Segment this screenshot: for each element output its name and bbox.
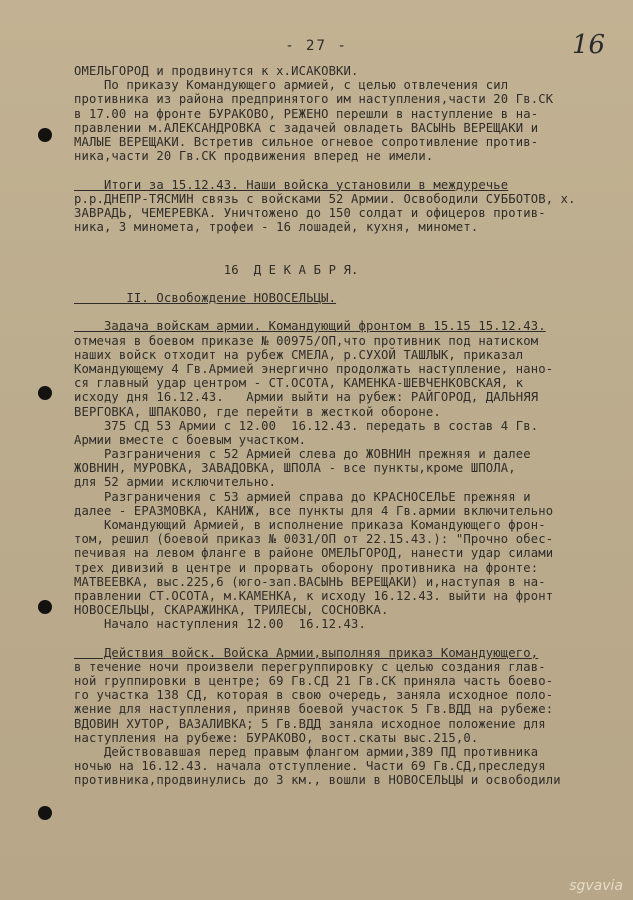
- text-line: МАЛЫЕ ВЕРЕЩАКИ. Встретив сильное огневое сопротивление против-: [74, 134, 539, 149]
- text-line: ся главный удар центром - СТ.ОСОТА, КАМЕНКА-ШЕВЧЕНКОВСКАЯ, к: [74, 376, 524, 391]
- text-line: Командующему 4 Гв.Армией энергично продолжать наступление, нано-: [74, 361, 554, 376]
- text-line: ника,части 20 Гв.СК продвижения вперед не имели.: [74, 149, 434, 164]
- text-line: правлении м.АЛЕКСАНДРОВКА с задачей овладеть ВАСЫНЬ ВЕРЕЩАКИ и: [74, 120, 539, 135]
- text-line: Итоги за 15.12.43. Наши войска установили в междуречье: [74, 177, 509, 192]
- text-line: том, решил (боевой приказ № 0031/ОП от 22.15.43.): "Прочно обес-: [74, 532, 554, 547]
- text-line: [74, 277, 630, 291]
- text-line: отмечая в боевом приказе № 00975/ОП,что противник под натиском: [74, 333, 539, 348]
- text-line: Действовавшая перед правым флангом армии,389 ПД противника: [74, 745, 539, 759]
- text-line: Командующий Армией, в исполнение приказа Командующего фрон-: [74, 518, 546, 532]
- text-line: ной группировки в центре; 69 Гв.СД 21 Гв.СК приняла часть боево-: [74, 674, 554, 689]
- page-number: - 27 -: [285, 38, 348, 54]
- punch-hole: [38, 806, 52, 820]
- text-line: ВЕРГОВКА, ШПАКОВО, где перейти в жесткой обороне.: [74, 404, 441, 419]
- text-line: II. Освобождение НОВОСЕЛЬЦЫ.: [74, 291, 337, 305]
- text-line: печивая на левом фланге в районе ОМЕЛЬГОРОД, нанести удар силами: [74, 546, 554, 561]
- punch-hole: [38, 600, 52, 614]
- text-line: жение для наступления, приняв боевой участок 5 Гв.ВДД на рубеже:: [74, 702, 554, 717]
- text-line: трех дивизий в центре и прорвать оборону противника на фронте:: [74, 560, 539, 575]
- text-line: правлении СТ.ОСОТА, м.КАМЕНКА, к исходу 16.12.43. выйти на фронт: [74, 588, 554, 603]
- text-line: наших войск отходит на рубеж СМЕЛА, р.СУХОЙ ТАШЛЫК, приказал: [74, 347, 524, 362]
- text-line: Разграничения с 53 армией справа до КРАСНОСЕЛЬЕ прежняя и: [74, 489, 531, 504]
- text-line: Армии вместе с боевым участком.: [74, 432, 307, 447]
- text-line: ночью на 16.12.43. начала отступление. Части 69 Гв.СД,преследуя: [74, 759, 546, 774]
- punch-hole: [38, 386, 52, 400]
- text-line: НОВОСЕЛЬЦЫ, СКАРАЖИНКА, ТРИЛЕСЫ, СОСНОВКА.: [74, 603, 389, 618]
- text-line: ЖОВНИН, МУРОВКА, ЗАВАДОВКА, ШПОЛА - все пункты,кроме ШПОЛА,: [74, 461, 516, 476]
- text-line: ВДОВИН ХУТОР, ВАЗАЛИВКА; 5 Гв.ВДД заняла исходное положение для: [74, 716, 546, 731]
- text-line: 16 Д Е К А Б Р Я.: [74, 262, 359, 277]
- text-line: Задача войскам армии. Командующий фронтом в 15.15 15.12.43.: [74, 319, 546, 334]
- text-line: Разграничения с 52 Армией слева до ЖОВНИН прежняя и далее: [74, 447, 531, 462]
- text-line: далее - ЕРАЗМОВКА, КАНИЖ, все пункты для 4 Гв.армии включительно: [74, 503, 554, 518]
- text-line: [74, 234, 630, 248]
- text-line: Начало наступления 12.00 16.12.43.: [74, 617, 367, 632]
- text-line: ника, 3 миномета, трофеи - 16 лошадей, кухня, миномет.: [74, 220, 479, 235]
- text-line: [74, 632, 630, 646]
- text-line: в 17.00 на фронте БУРАКОВО, РЕЖЕНО перешли в наступление в на-: [74, 106, 539, 121]
- document-body: [74, 64, 630, 788]
- watermark: sgvavia: [569, 878, 623, 894]
- text-line: исходу дня 16.12.43. Армии выйти на рубеж: РАЙГОРОД, ДАЛЬНЯЯ: [74, 390, 539, 405]
- text-line: По приказу Командующего армией, с целью отвлечения сил: [74, 78, 509, 93]
- text-line: противника из района предпринятого им наступления,части 20 Гв.СК: [74, 92, 554, 107]
- text-line: в течение ночи произвели перегруппировку с целью создания глав-: [74, 659, 546, 674]
- text-line: МАТВЕЕВКА, выс.225,6 (юго-зап.ВАСЫНЬ ВЕРЕЩАКИ) и,наступая в на-: [74, 574, 546, 589]
- text-line: наступления на рубеже: БУРАКОВО, вост.скаты выс.215,0.: [74, 730, 479, 745]
- punch-hole: [38, 128, 52, 142]
- text-line: Действия войск. Войска Армии,выполняя приказ Командующего,: [74, 645, 539, 660]
- text-line: р.р.ДНЕПР-ТЯСМИН связь с войсками 52 Армии. Освободили СУББОТОВ, х.: [74, 191, 576, 206]
- text-line: [74, 163, 630, 177]
- text-line: ЗАВРАДЬ, ЧЕМЕРЕВКА. Уничтожено до 150 солдат и офицеров против-: [74, 205, 546, 220]
- folio-mark: 16: [572, 30, 606, 60]
- text-line: ОМЕЛЬГОРОД и продвинутся к х.ИСАКОВКИ.: [74, 64, 359, 78]
- text-line: [74, 305, 630, 319]
- text-line: противника,продвинулись до 3 км., вошли в НОВОСЕЛЬЦЫ и освободили: [74, 773, 561, 788]
- text-line: го участка 138 СД, которая в свою очередь, заняла исходное поло-: [74, 688, 554, 703]
- text-line: [74, 248, 630, 262]
- text-line: для 52 армии исключительно.: [74, 475, 277, 490]
- text-line: 375 СД 53 Армии с 12.00 16.12.43. передать в состав 4 Гв.: [74, 418, 539, 433]
